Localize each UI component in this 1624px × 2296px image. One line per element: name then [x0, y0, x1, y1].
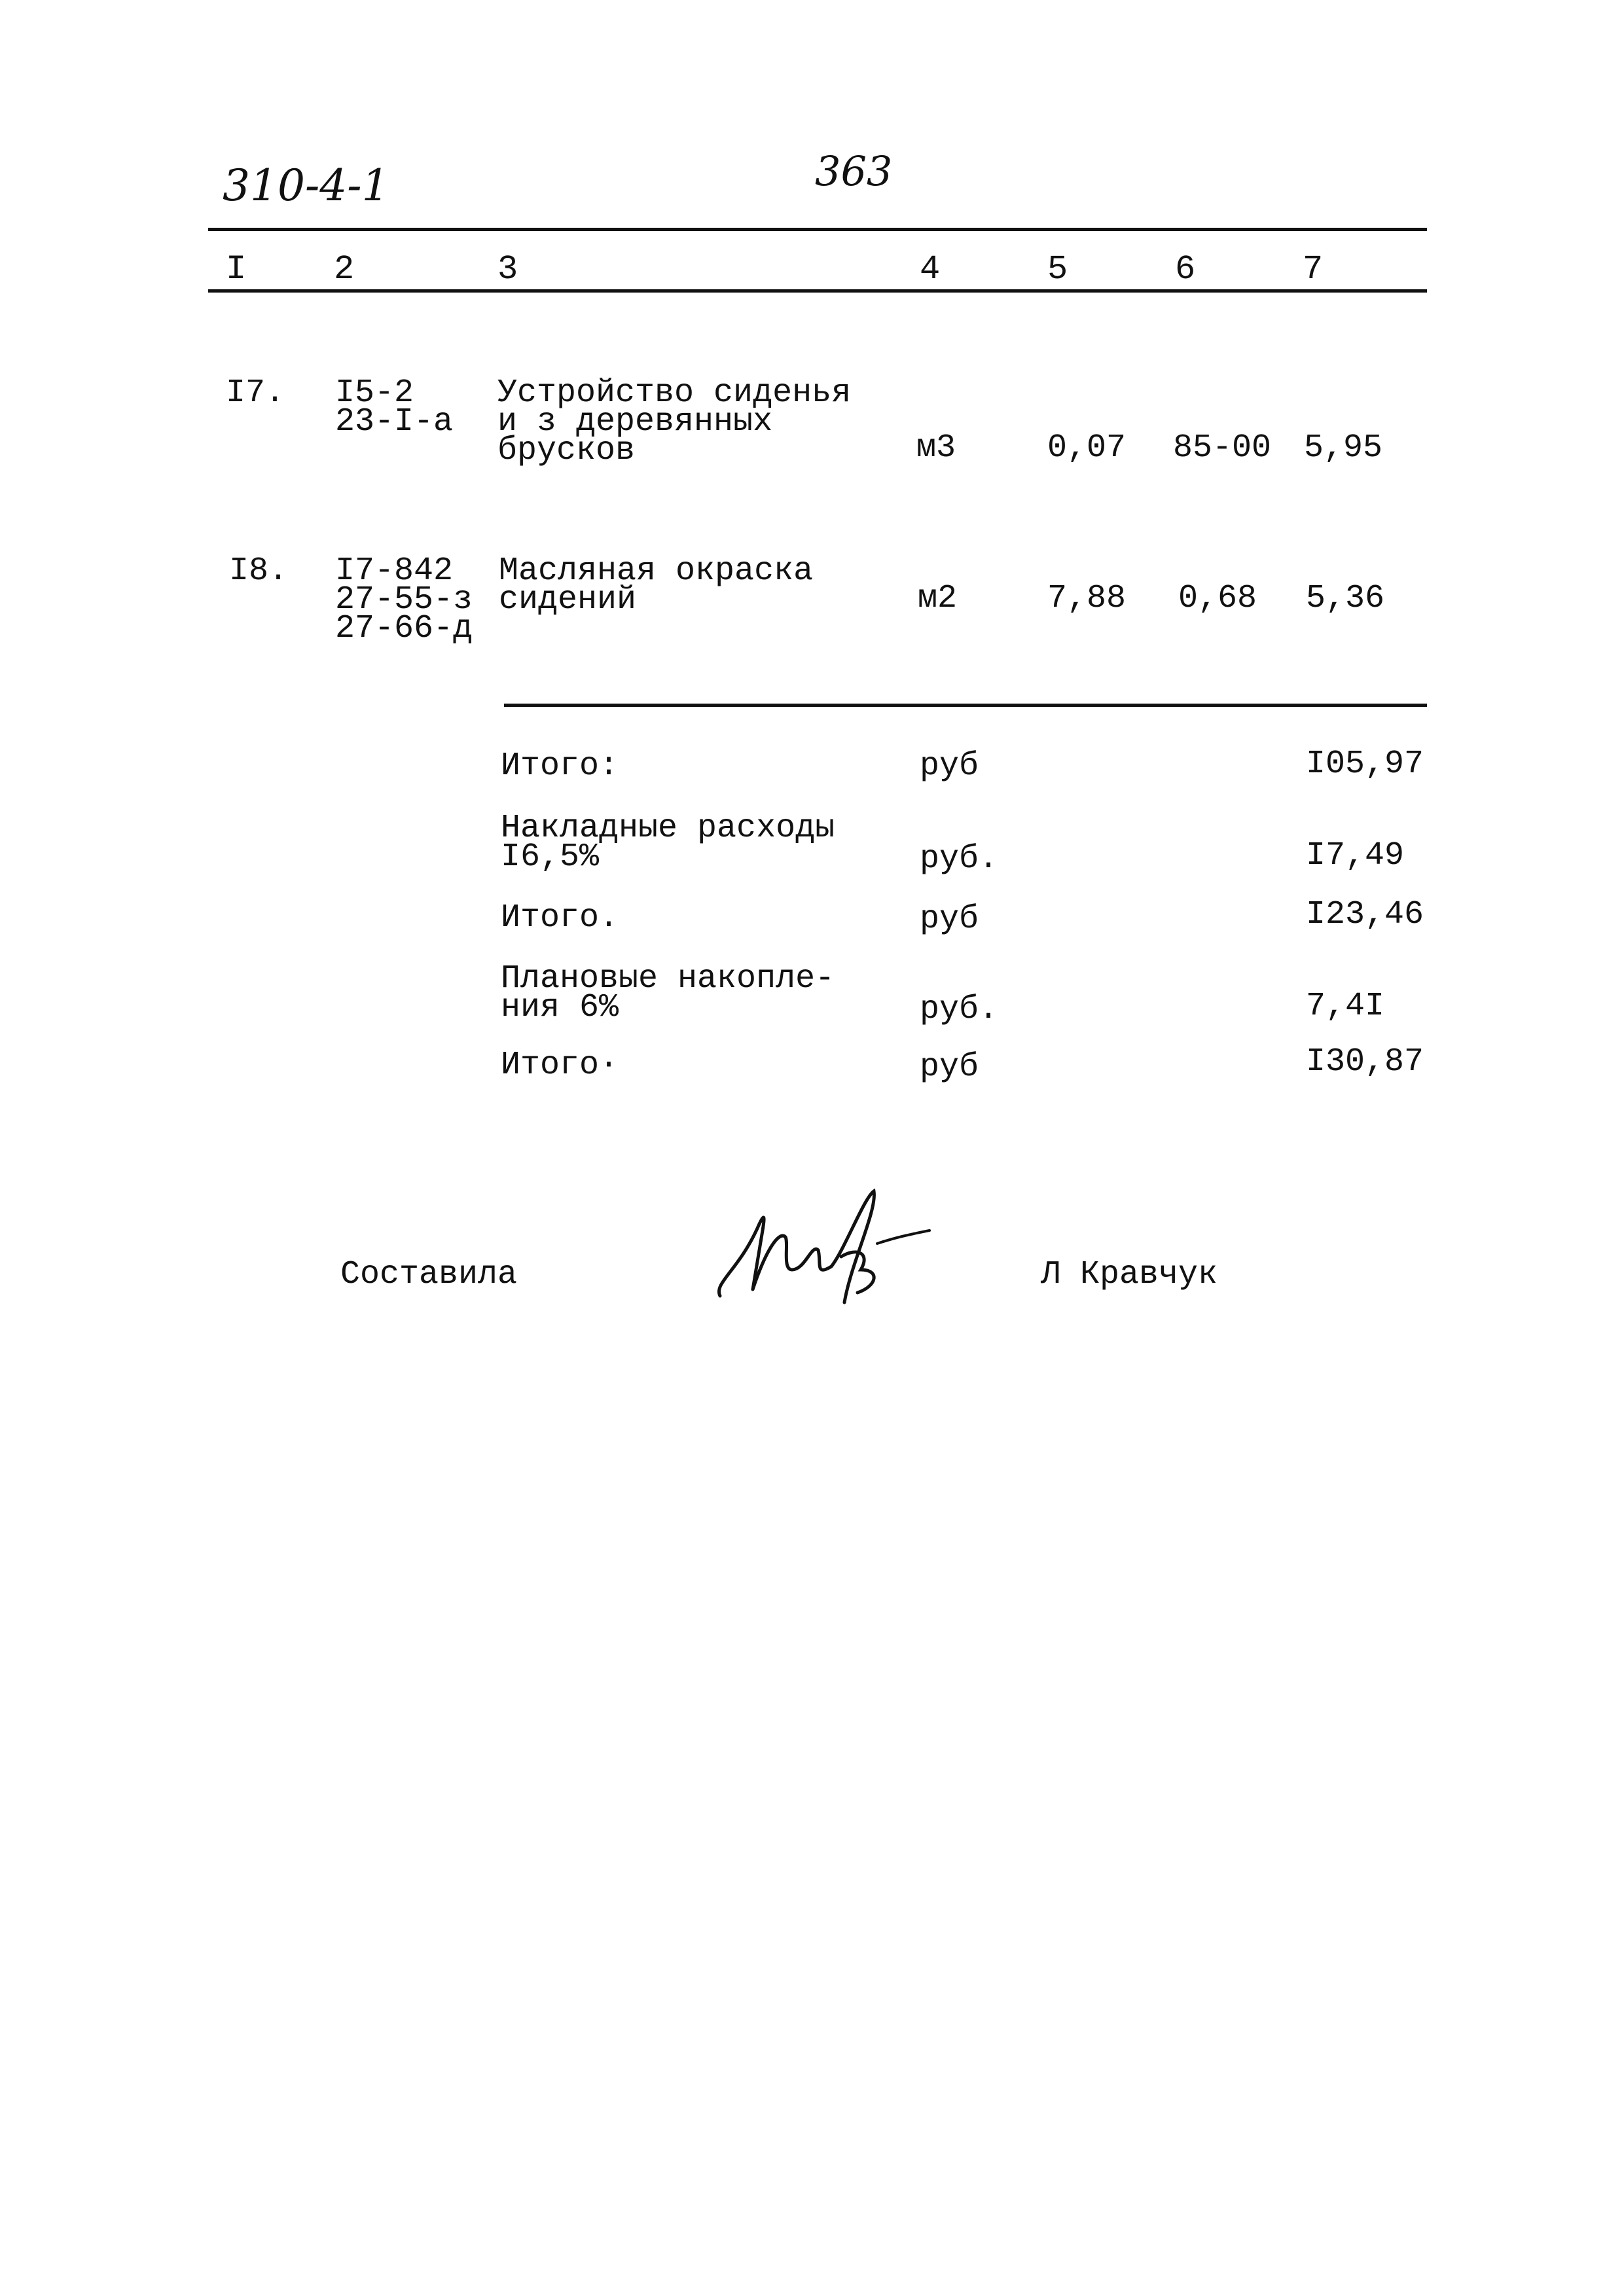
- work-description: и з деревянных: [497, 403, 773, 440]
- totals-label: ния 6%: [501, 989, 619, 1026]
- page-number: 363: [815, 147, 893, 195]
- norm-code: 27-66-д: [335, 610, 473, 647]
- totals-label: Итого·: [501, 1047, 619, 1084]
- totals-unit: руб.: [920, 991, 999, 1028]
- totals-value: I7,49: [1306, 837, 1405, 874]
- totals-value: I30,87: [1306, 1043, 1424, 1081]
- totals-unit: руб.: [920, 840, 999, 878]
- signature: [700, 1172, 936, 1322]
- unit-price: 85-00: [1173, 429, 1272, 467]
- table-header-rule: [208, 289, 1427, 293]
- totals-unit: руб: [920, 901, 979, 938]
- work-description: Устройство сиденья: [497, 374, 852, 412]
- cost: 5,36: [1306, 580, 1385, 617]
- totals-value: I23,46: [1306, 896, 1424, 933]
- work-description: Масляная окраска: [499, 552, 814, 590]
- quantity: 7,88: [1047, 580, 1127, 617]
- totals-label: Итого.: [501, 899, 619, 937]
- unit: м2: [918, 580, 958, 617]
- totals-label: Накладные расходы: [501, 810, 835, 847]
- column-number-6: 6: [1175, 250, 1196, 289]
- totals-value: I05,97: [1306, 745, 1424, 783]
- norm-code: I5-2: [335, 374, 414, 412]
- work-description: сидений: [499, 581, 637, 619]
- norm-code: 27-55-з: [335, 581, 473, 619]
- cost: 5,95: [1304, 429, 1383, 467]
- compiled-by-label: Составила: [340, 1256, 518, 1293]
- signature-name: Л Кравчук: [1041, 1256, 1218, 1293]
- totals-unit: руб: [920, 1049, 979, 1086]
- column-number-2: 2: [334, 250, 355, 289]
- totals-label: Итого:: [501, 747, 619, 785]
- column-number-7: 7: [1303, 250, 1324, 289]
- row-number: I7.: [226, 374, 285, 412]
- column-number-4: 4: [920, 250, 941, 289]
- totals-label: I6,5%: [501, 838, 600, 876]
- unit: м3: [916, 429, 956, 467]
- quantity: 0,07: [1047, 429, 1127, 467]
- work-description: брусков: [497, 432, 636, 469]
- norm-code: I7-842: [335, 552, 454, 590]
- column-number-5: 5: [1047, 250, 1068, 289]
- column-number-1: I: [226, 250, 247, 289]
- column-number-3: 3: [497, 250, 518, 289]
- document-code: 310-4-1: [223, 160, 389, 211]
- totals-value: 7,4I: [1306, 988, 1385, 1025]
- table-top-rule: [208, 228, 1427, 231]
- totals-label: Плановые накопле-: [501, 960, 835, 997]
- totals-unit: руб: [920, 747, 979, 785]
- unit-price: 0,68: [1178, 580, 1257, 617]
- row-number: I8.: [229, 552, 289, 590]
- totals-separator-rule: [504, 704, 1427, 707]
- norm-code: 23-I-а: [335, 403, 454, 440]
